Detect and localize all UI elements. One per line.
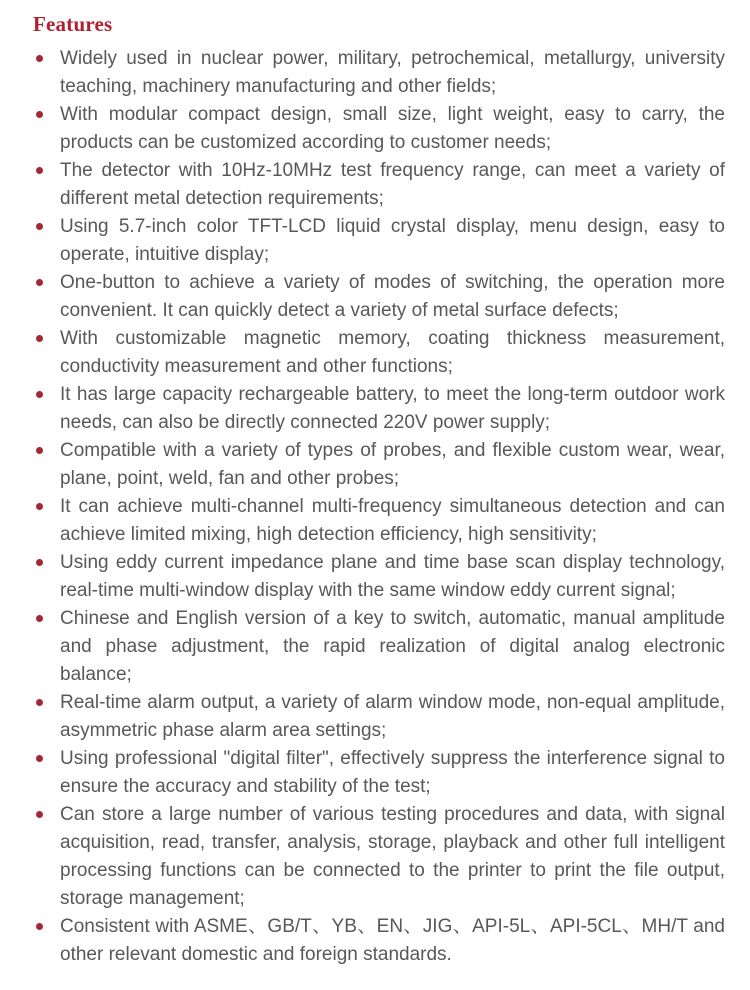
feature-item: It can achieve multi-channel multi-frequency simultaneous detection and can achieve limited mixing, high detection efficiency, high sensitivity; [33,493,725,549]
feature-item: Using professional "digital filter", effectively suppress the interference signal to ensure the accuracy and stability of the test; [33,745,725,801]
feature-item: Widely used in nuclear power, military, petrochemical, metallurgy, university teaching, machinery manufacturing and other fields; [33,45,725,101]
feature-item: With modular compact design, small size, light weight, easy to carry, the products can be customized according to customer needs; [33,101,725,157]
feature-item: One-button to achieve a variety of modes of switching, the operation more convenient. It can quickly detect a variety of metal surface defects; [33,269,725,325]
section-title: Features [33,12,113,36]
feature-item: It has large capacity rechargeable battery, to meet the long-term outdoor work needs, can also be directly connected 220V power supply; [33,381,725,437]
feature-item: Using 5.7-inch color TFT-LCD liquid crystal display, menu design, easy to operate, intuitive display; [33,213,725,269]
feature-item: Compatible with a variety of types of probes, and flexible custom wear, wear, plane, point, weld, fan and other probes; [33,437,725,493]
feature-item: The detector with 10Hz-10MHz test frequency range, can meet a variety of different metal detection requirements; [33,157,725,213]
feature-item: With customizable magnetic memory, coating thickness measurement, conductivity measurement and other functions; [33,325,725,381]
features-list [33,45,725,969]
feature-item: Consistent with ASME、GB/T、YB、EN、JIG、API-5L、API-5CL、MH/T and other relevant domestic and foreign standards. [33,913,725,969]
feature-item: Using eddy current impedance plane and time base scan display technology, real-time multi-window display with the same window eddy current signal; [33,549,725,605]
feature-item: Real-time alarm output, a variety of alarm window mode, non-equal amplitude, asymmetric phase alarm area settings; [33,689,725,745]
feature-item: Can store a large number of various testing procedures and data, with signal acquisition, read, transfer, analysis, storage, playback and other full intelligent processing functions can be connected to the printer to print the file output, storage management; [33,801,725,913]
feature-item: Chinese and English version of a key to switch, automatic, manual amplitude and phase adjustment, the rapid realization of digital analog electronic balance; [33,605,725,689]
